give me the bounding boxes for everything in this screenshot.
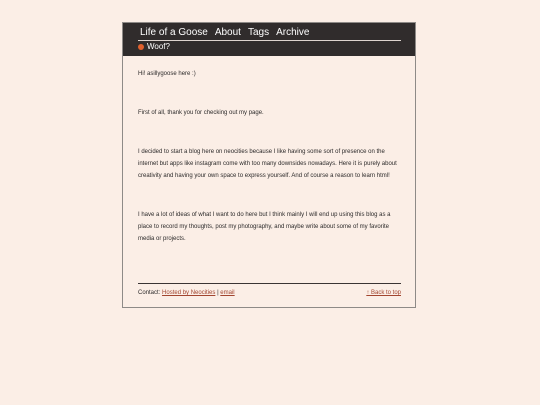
bullet-dot-icon bbox=[138, 44, 144, 50]
post-paragraph: I decided to start a blog here on neocities because I like having some sort of presence on the internet but apps like instagram come with too many downsides nowadays. Here it is purely about creativity and having your own space to express yourself. And of course a reason to learn html! bbox=[138, 149, 397, 179]
post-paragraph: I have a lot of ideas of what I want to do here but I think mainly I will end up using this blog as a place to record my thoughts, post my photography, and maybe write about some of my favorite media or projects. bbox=[138, 212, 391, 242]
email-link[interactable]: email bbox=[220, 290, 235, 296]
footer-divider bbox=[138, 283, 401, 284]
blog-post-card bbox=[122, 22, 416, 308]
header-divider bbox=[138, 40, 401, 41]
back-to-top-link[interactable]: ↑ Back to top bbox=[366, 290, 401, 296]
hosted-by-neocities-link[interactable]: Hosted by Neocities bbox=[162, 290, 216, 296]
footer-separator: | bbox=[217, 290, 219, 296]
nav-archive-link[interactable]: Archive bbox=[276, 27, 310, 38]
site-nav bbox=[140, 23, 401, 40]
post-title bbox=[138, 42, 170, 52]
post-title-text: Woof? bbox=[147, 42, 170, 51]
post-body bbox=[123, 56, 415, 245]
site-header bbox=[123, 23, 415, 56]
post-paragraph: First of all, thank you for checking out my page. bbox=[138, 110, 264, 116]
post-paragraph: Hi! asillygoose here :) bbox=[138, 71, 196, 77]
footer-contact bbox=[138, 288, 235, 298]
site-footer bbox=[138, 288, 401, 298]
nav-tags-link[interactable]: Tags bbox=[247, 27, 270, 38]
contact-label: Contact: bbox=[138, 290, 161, 296]
nav-about-link[interactable]: About bbox=[214, 27, 241, 38]
nav-home-link[interactable]: Life of a Goose bbox=[140, 27, 208, 38]
